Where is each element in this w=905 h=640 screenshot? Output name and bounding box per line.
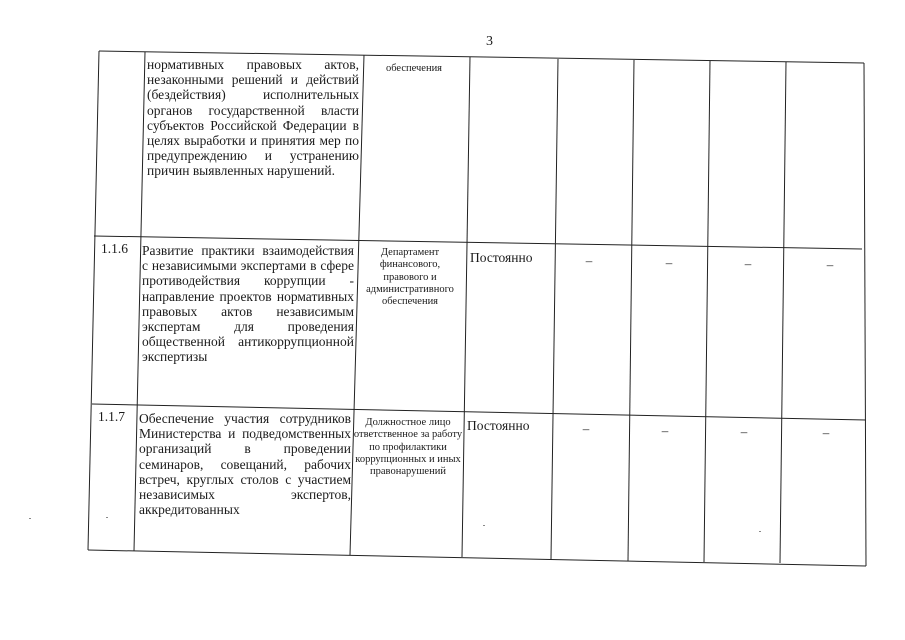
table-row-2-term: Постоянно [467,418,530,433]
page-number: 3 [486,34,493,49]
table-row-1-value-3: – [744,257,752,271]
table-row-2-value-4: – [822,426,830,440]
scan-speck [29,518,31,519]
table-row-0-executor: обеспечения [385,63,443,74]
table-row-1-value-4: – [826,258,834,272]
table-row-2-executor: Должностное лицо ответственное за работу по профилактики коррупционных и иных правонарушений [353,417,463,478]
table-row-1-description: Развитие практики взаимодействия с независимыми экспертами в сфере противодействия коррупции - направление проектов нормативных правовых актов независимым экспертам для проведения общественной антикоррупционной экспертизы [142,243,354,365]
table-row-0-description: нормативных правовых актов, незаконными решений и действий (бездействия) исполнительных органов государственной власти субъектов Российской Федерации в целях выработки и принятия мер по предупреждению и устранению причин выявленных нарушений. [147,57,359,179]
table-row-1-value-1: – [585,254,593,268]
table-row-1-value-2: – [665,256,673,270]
table-row-2-description: Обеспечение участия сотрудников Министерства и подведомственных организаций в проведении семинаров, совещаний, рабочих встреч, круглых столов с участием независимых экспертов, аккредитованных [139,411,351,518]
table-row-1-number: 1.1.6 [101,241,128,256]
table-row-2-value-1: – [582,422,590,436]
table-row-1-term: Постоянно [470,250,533,265]
scan-speck [483,525,485,526]
table-row-2-value-3: – [740,425,748,439]
table-row-2-number: 1.1.7 [98,409,125,424]
scan-speck [759,531,761,532]
table-row-2-value-2: – [661,424,669,438]
table-row-1-executor: Департамент финансового, правового и административного обеспечения [366,247,454,308]
scan-speck [106,517,108,518]
